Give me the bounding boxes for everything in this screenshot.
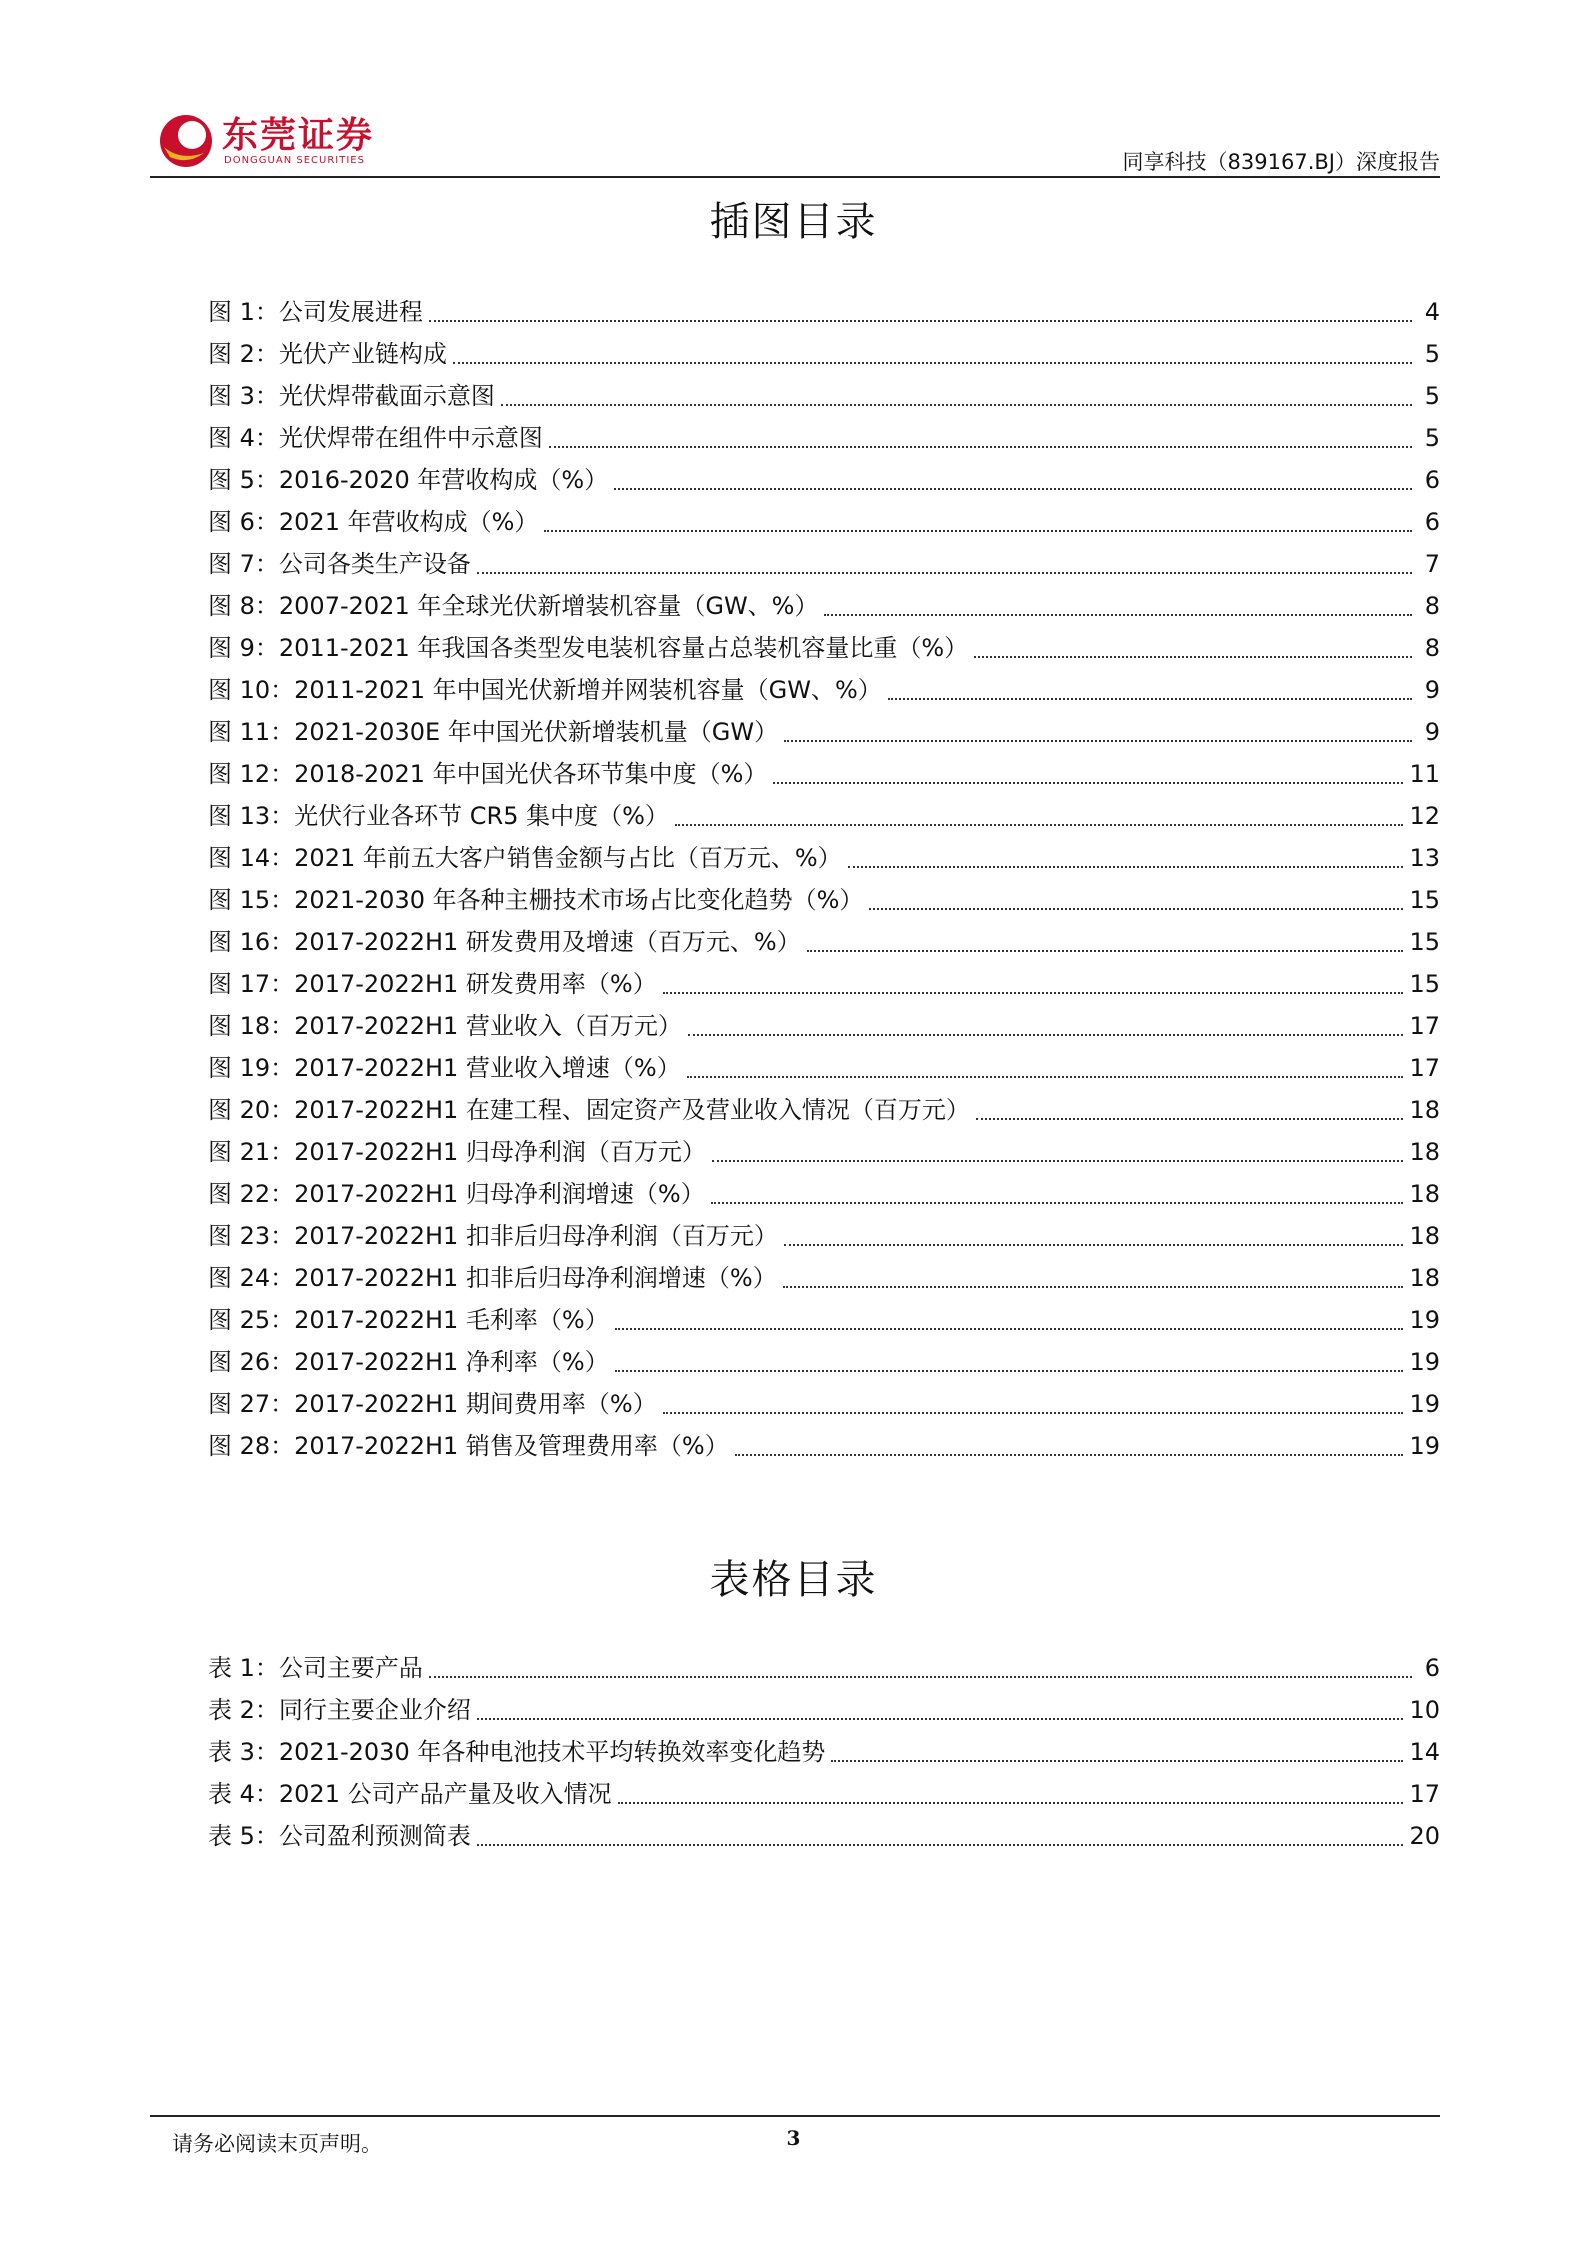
dot-leader bbox=[824, 604, 1412, 616]
figure-toc-entry-page: 18 bbox=[1409, 1180, 1440, 1208]
figure-toc-entry-page: 9 bbox=[1424, 718, 1440, 746]
figure-toc-entry-label: 图 19：2017-2022H1 营业收入增速（%） bbox=[208, 1054, 681, 1082]
dot-leader bbox=[614, 478, 1412, 490]
table-toc-entry[interactable] bbox=[208, 1689, 1440, 1731]
figure-toc-entry[interactable] bbox=[208, 1005, 1440, 1047]
figure-toc-entry-page: 17 bbox=[1409, 1012, 1440, 1040]
dot-leader bbox=[773, 772, 1403, 784]
figure-toc-entry[interactable] bbox=[208, 1425, 1440, 1467]
figure-toc-entry-page: 19 bbox=[1409, 1306, 1440, 1334]
dot-leader bbox=[501, 394, 1412, 406]
dot-leader bbox=[675, 814, 1404, 826]
figure-toc-entry-label: 图 2：光伏产业链构成 bbox=[208, 340, 447, 368]
figure-toc-entry-page: 15 bbox=[1409, 886, 1440, 914]
dot-leader bbox=[784, 1234, 1404, 1246]
figure-toc-entry[interactable] bbox=[208, 543, 1440, 585]
figure-toc-entry[interactable] bbox=[208, 921, 1440, 963]
dot-leader bbox=[784, 730, 1412, 742]
dot-leader bbox=[783, 1276, 1404, 1288]
figure-toc-entry-page: 18 bbox=[1409, 1096, 1440, 1124]
figure-toc-entry-page: 5 bbox=[1424, 424, 1440, 452]
figure-toc-entry-label: 图 11：2021-2030E 年中国光伏新增装机量（GW） bbox=[208, 718, 779, 746]
dot-leader bbox=[618, 1792, 1404, 1804]
figure-toc-entry-label: 图 9：2011-2021 年我国各类型发电装机容量占总装机容量比重（%） bbox=[208, 634, 969, 662]
dot-leader bbox=[807, 940, 1404, 952]
figure-toc-entry-page: 6 bbox=[1424, 466, 1440, 494]
dot-leader bbox=[477, 1834, 1404, 1846]
figure-toc-entry-page: 18 bbox=[1409, 1222, 1440, 1250]
report-name: 同享科技（839167.BJ）深度报告 bbox=[1122, 150, 1440, 174]
dot-leader bbox=[663, 982, 1404, 994]
figure-toc-entry-page: 6 bbox=[1424, 508, 1440, 536]
figure-toc-entry-page: 7 bbox=[1424, 550, 1440, 578]
logo-chinese-name: 东莞证券 bbox=[222, 114, 375, 156]
figure-toc-entry[interactable] bbox=[208, 417, 1440, 459]
figure-toc-entry-label: 图 1：公司发展进程 bbox=[208, 298, 423, 326]
figure-toc-entry[interactable] bbox=[208, 1257, 1440, 1299]
dot-leader bbox=[888, 688, 1412, 700]
table-toc-entry-label: 表 4：2021 公司产品产量及收入情况 bbox=[208, 1780, 612, 1808]
figure-toc-entry[interactable] bbox=[208, 585, 1440, 627]
figure-toc-entry-page: 19 bbox=[1409, 1390, 1440, 1418]
figure-toc-entry[interactable] bbox=[208, 1173, 1440, 1215]
figure-toc-entry-label: 图 27：2017-2022H1 期间费用率（%） bbox=[208, 1390, 657, 1418]
figure-toc-entry-label: 图 10：2011-2021 年中国光伏新增并网装机容量（GW、%） bbox=[208, 676, 882, 704]
figures-toc-list bbox=[208, 291, 1440, 1467]
figure-toc-entry-label: 图 24：2017-2022H1 扣非后归母净利润增速（%） bbox=[208, 1264, 777, 1292]
figure-toc-entry-label: 图 20：2017-2022H1 在建工程、固定资产及营业收入情况（百万元） bbox=[208, 1096, 970, 1124]
table-toc-entry-label: 表 5：公司盈利预测简表 bbox=[208, 1822, 471, 1850]
table-toc-entry-label: 表 2：同行主要企业介绍 bbox=[208, 1696, 471, 1724]
figure-toc-entry-label: 图 12：2018-2021 年中国光伏各环节集中度（%） bbox=[208, 760, 768, 788]
dot-leader bbox=[848, 856, 1404, 868]
figure-toc-entry-label: 图 26：2017-2022H1 净利率（%） bbox=[208, 1348, 609, 1376]
figure-toc-entry-label: 图 23：2017-2022H1 扣非后归母净利润（百万元） bbox=[208, 1222, 778, 1250]
figure-toc-entry[interactable] bbox=[208, 1299, 1440, 1341]
page-header bbox=[150, 100, 1440, 180]
figure-toc-entry-page: 8 bbox=[1424, 592, 1440, 620]
figure-toc-entry-label: 图 14：2021 年前五大客户销售金额与占比（百万元、%） bbox=[208, 844, 842, 872]
figure-toc-entry-page: 18 bbox=[1409, 1264, 1440, 1292]
dot-leader bbox=[549, 436, 1412, 448]
figure-toc-entry[interactable] bbox=[208, 837, 1440, 879]
figure-toc-entry-page: 18 bbox=[1409, 1138, 1440, 1166]
figure-toc-entry-label: 图 17：2017-2022H1 研发费用率（%） bbox=[208, 970, 657, 998]
figures-section-title: 插图目录 bbox=[709, 199, 878, 245]
figure-toc-entry-label: 图 8：2007-2021 年全球光伏新增装机容量（GW、%） bbox=[208, 592, 819, 620]
dot-leader bbox=[429, 310, 1412, 322]
figure-toc-entry[interactable] bbox=[208, 627, 1440, 669]
dot-leader bbox=[663, 1402, 1404, 1414]
figure-toc-entry-label: 图 15：2021-2030 年各种主栅技术市场占比变化趋势（%） bbox=[208, 886, 864, 914]
figure-toc-entry-label: 图 28：2017-2022H1 销售及管理费用率（%） bbox=[208, 1432, 729, 1460]
figure-toc-entry-label: 图 4：光伏焊带在组件中示意图 bbox=[208, 424, 543, 452]
dot-leader bbox=[869, 898, 1403, 910]
dot-leader bbox=[477, 562, 1412, 574]
table-toc-entry-page: 10 bbox=[1409, 1696, 1440, 1724]
figure-toc-entry-page: 13 bbox=[1409, 844, 1440, 872]
figure-toc-entry-page: 19 bbox=[1409, 1432, 1440, 1460]
table-toc-entry-page: 6 bbox=[1424, 1654, 1440, 1682]
figure-toc-entry[interactable] bbox=[208, 963, 1440, 1005]
figure-toc-entry-label: 图 18：2017-2022H1 营业收入（百万元） bbox=[208, 1012, 682, 1040]
figure-toc-entry[interactable] bbox=[208, 459, 1440, 501]
dot-leader bbox=[544, 520, 1412, 532]
table-toc-entry[interactable] bbox=[208, 1773, 1440, 1815]
dot-leader bbox=[615, 1318, 1404, 1330]
figure-toc-entry-label: 图 6：2021 年营收构成（%） bbox=[208, 508, 539, 536]
table-toc-entry[interactable] bbox=[208, 1647, 1440, 1689]
figure-toc-entry-page: 5 bbox=[1424, 382, 1440, 410]
figure-toc-entry-page: 19 bbox=[1409, 1348, 1440, 1376]
dot-leader bbox=[712, 1150, 1404, 1162]
figure-toc-entry-label: 图 5：2016-2020 年营收构成（%） bbox=[208, 466, 609, 494]
figure-toc-entry[interactable] bbox=[208, 753, 1440, 795]
figure-toc-entry[interactable] bbox=[208, 711, 1440, 753]
table-toc-entry[interactable] bbox=[208, 1731, 1440, 1773]
figure-toc-entry[interactable] bbox=[208, 1341, 1440, 1383]
table-toc-entry-label: 表 3：2021-2030 年各种电池技术平均转换效率变化趋势 bbox=[208, 1738, 826, 1766]
figure-toc-entry-label: 图 25：2017-2022H1 毛利率（%） bbox=[208, 1306, 609, 1334]
figure-toc-entry-label: 图 21：2017-2022H1 归母净利润（百万元） bbox=[208, 1138, 706, 1166]
dot-leader bbox=[688, 1024, 1404, 1036]
figure-toc-entry-label: 图 7：公司各类生产设备 bbox=[208, 550, 471, 578]
dot-leader bbox=[974, 646, 1412, 658]
figure-toc-entry-page: 15 bbox=[1409, 928, 1440, 956]
tables-section-title: 表格目录 bbox=[709, 1557, 878, 1603]
figure-toc-entry-page: 5 bbox=[1424, 340, 1440, 368]
figure-toc-entry[interactable] bbox=[208, 333, 1440, 375]
dot-leader bbox=[976, 1108, 1404, 1120]
dot-leader bbox=[477, 1708, 1404, 1720]
table-toc-entry[interactable] bbox=[208, 1815, 1440, 1857]
figure-toc-entry-label: 图 16：2017-2022H1 研发费用及增速（百万元、%） bbox=[208, 928, 801, 956]
logo-english-name: DONGGUAN SECURITIES bbox=[224, 155, 365, 166]
figure-toc-entry-label: 图 13：光伏行业各环节 CR5 集中度（%） bbox=[208, 802, 669, 830]
dot-leader bbox=[429, 1666, 1412, 1678]
logo-mark-icon bbox=[158, 113, 214, 169]
figure-toc-entry-page: 17 bbox=[1409, 1054, 1440, 1082]
figure-toc-entry-page: 4 bbox=[1424, 298, 1440, 326]
footer-divider bbox=[150, 2115, 1440, 2117]
figure-toc-entry[interactable] bbox=[208, 1131, 1440, 1173]
table-toc-entry-page: 17 bbox=[1409, 1780, 1440, 1808]
figure-toc-entry-page: 8 bbox=[1424, 634, 1440, 662]
table-toc-entry-page: 14 bbox=[1409, 1738, 1440, 1766]
tables-toc-list bbox=[208, 1647, 1440, 1857]
figure-toc-entry-page: 12 bbox=[1409, 802, 1440, 830]
dot-leader bbox=[453, 352, 1412, 364]
figure-toc-entry[interactable] bbox=[208, 669, 1440, 711]
header-divider bbox=[150, 176, 1440, 178]
table-toc-entry-label: 表 1：公司主要产品 bbox=[208, 1654, 423, 1682]
figure-toc-entry[interactable] bbox=[208, 1215, 1440, 1257]
figure-toc-entry-label: 图 22：2017-2022H1 归母净利润增速（%） bbox=[208, 1180, 705, 1208]
page-number: 3 bbox=[786, 2126, 801, 2150]
figure-toc-entry-page: 9 bbox=[1424, 676, 1440, 704]
table-toc-entry-page: 20 bbox=[1409, 1822, 1440, 1850]
figure-toc-entry[interactable] bbox=[208, 1089, 1440, 1131]
dot-leader bbox=[831, 1750, 1403, 1762]
figure-toc-entry[interactable] bbox=[208, 1047, 1440, 1089]
figure-toc-entry[interactable] bbox=[208, 795, 1440, 837]
dot-leader bbox=[687, 1066, 1404, 1078]
figure-toc-entry-label: 图 3：光伏焊带截面示意图 bbox=[208, 382, 495, 410]
figure-toc-entry[interactable] bbox=[208, 501, 1440, 543]
figure-toc-entry[interactable] bbox=[208, 1383, 1440, 1425]
figure-toc-entry[interactable] bbox=[208, 879, 1440, 921]
figure-toc-entry-page: 11 bbox=[1409, 760, 1440, 788]
dot-leader bbox=[735, 1444, 1404, 1456]
company-logo bbox=[158, 106, 374, 176]
figure-toc-entry[interactable] bbox=[208, 291, 1440, 333]
figure-toc-entry-page: 15 bbox=[1409, 970, 1440, 998]
dot-leader bbox=[615, 1360, 1404, 1372]
footer-disclaimer: 请务必阅读末页声明。 bbox=[172, 2132, 382, 2156]
figure-toc-entry[interactable] bbox=[208, 375, 1440, 417]
dot-leader bbox=[711, 1192, 1404, 1204]
